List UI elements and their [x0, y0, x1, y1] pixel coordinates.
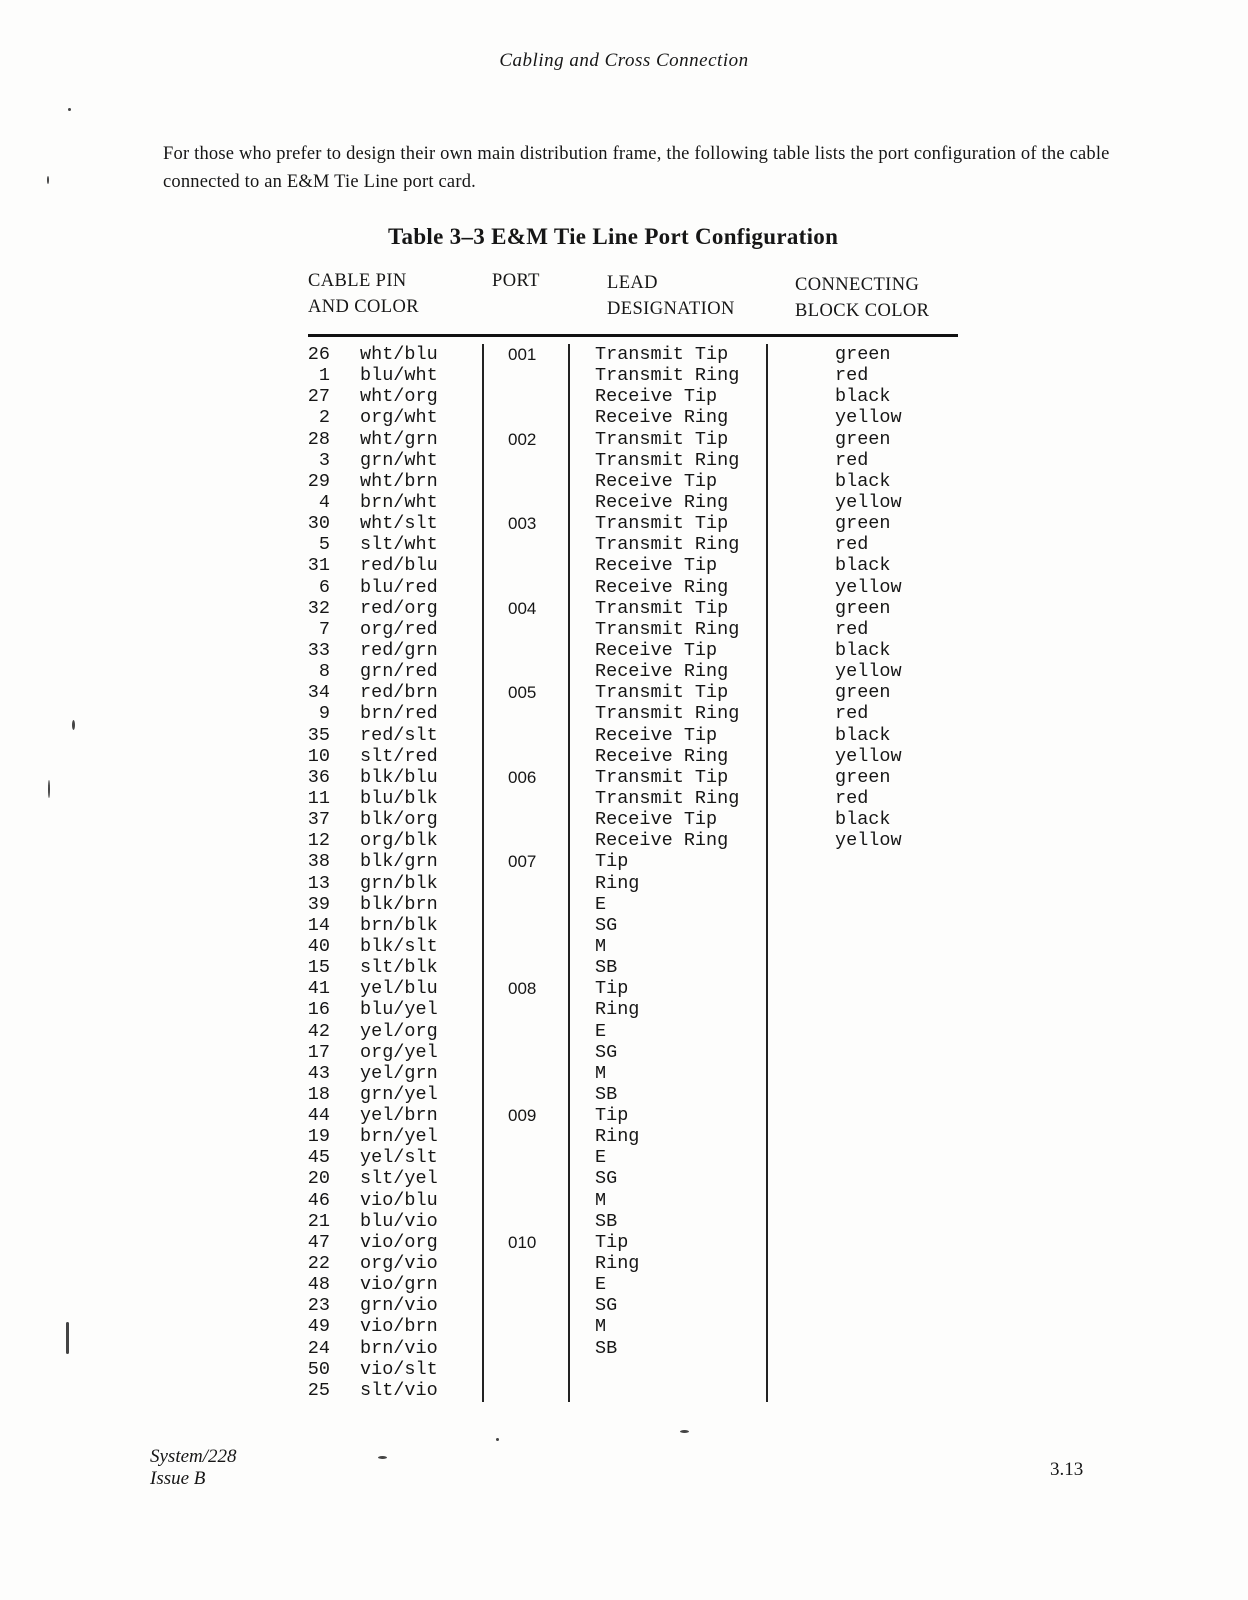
scan-speck	[47, 176, 49, 184]
table-row	[290, 1232, 970, 1253]
pin-color: wht/brn	[360, 470, 438, 492]
lead-designation: Transmit Ring	[595, 365, 740, 387]
table-row	[290, 534, 970, 555]
pin-color: blu/vio	[360, 1210, 438, 1232]
pin-color: org/blk	[360, 830, 438, 852]
cable-pin: 48	[307, 1274, 330, 1296]
table-row	[290, 1190, 970, 1211]
cable-pin: 21	[307, 1210, 330, 1232]
pin-color: wht/grn	[360, 428, 438, 450]
lead-designation: Receive Tip	[595, 724, 718, 746]
cable-pin: 37	[307, 809, 330, 831]
cable-pin: 16	[307, 999, 330, 1021]
lead-designation: Tip	[595, 1105, 629, 1127]
cable-pin: 25	[307, 1379, 330, 1401]
lead-designation: SB	[595, 1210, 618, 1232]
pin-color: yel/grn	[360, 1062, 438, 1084]
table-row	[290, 344, 970, 365]
lead-designation: M	[595, 1189, 607, 1211]
lead-designation: Transmit Ring	[595, 449, 740, 471]
connecting-block-color: green	[835, 597, 891, 619]
table-row	[290, 513, 970, 534]
cable-pin: 5	[318, 534, 330, 556]
cable-pin: 18	[307, 1083, 330, 1105]
cable-pin: 2	[318, 407, 330, 429]
pin-color: red/org	[360, 597, 438, 619]
lead-designation: SB	[595, 1083, 618, 1105]
lead-designation: Receive Tip	[595, 809, 718, 831]
lead-designation: Ring	[595, 872, 640, 894]
table-row	[290, 1042, 970, 1063]
table-row	[290, 386, 970, 407]
connecting-block-color: red	[835, 703, 869, 725]
lead-designation: Transmit Ring	[595, 534, 740, 556]
table-row	[290, 682, 970, 703]
cable-pin: 11	[307, 787, 330, 809]
pin-color: grn/yel	[360, 1083, 438, 1105]
cable-pin: 29	[307, 470, 330, 492]
connecting-block-color: red	[835, 534, 869, 556]
pin-color: grn/blk	[360, 872, 438, 894]
cable-pin: 19	[307, 1126, 330, 1148]
connecting-block-color: yellow	[835, 407, 902, 429]
lead-designation: M	[595, 1316, 607, 1338]
table-row	[290, 450, 970, 471]
connecting-block-color: yellow	[835, 745, 902, 767]
lead-designation: Transmit Tip	[595, 597, 729, 619]
cable-pin: 24	[307, 1337, 330, 1359]
lead-designation: SG	[595, 1168, 618, 1190]
port-number: 004	[508, 598, 537, 618]
port-number: 003	[508, 514, 537, 534]
lead-designation: Transmit Ring	[595, 787, 740, 809]
issue-label: Issue B	[150, 1468, 206, 1489]
lead-designation: Transmit Tip	[595, 428, 729, 450]
table-row	[290, 915, 970, 936]
scan-speck	[496, 1438, 499, 1441]
cable-pin: 23	[307, 1295, 330, 1317]
pin-color: brn/wht	[360, 491, 438, 513]
table-row	[290, 429, 970, 450]
table-row	[290, 1338, 970, 1359]
lead-designation: Ring	[595, 1253, 640, 1275]
pin-color: wht/blu	[360, 344, 438, 365]
lead-designation: Tip	[595, 978, 629, 1000]
table-row	[290, 999, 970, 1020]
connecting-block-color: black	[835, 724, 891, 746]
lead-designation: SG	[595, 1041, 618, 1063]
connecting-block-color: green	[835, 513, 891, 535]
table-row	[290, 873, 970, 894]
lead-designation: Receive Tip	[595, 470, 718, 492]
table-row	[290, 1359, 970, 1380]
connecting-block-color: black	[835, 386, 891, 408]
port-number: 008	[508, 979, 537, 999]
pin-color: vio/slt	[360, 1358, 438, 1380]
table-row	[290, 978, 970, 999]
lead-designation: E	[595, 1020, 607, 1042]
connecting-block-color: black	[835, 809, 891, 831]
cable-pin: 40	[307, 935, 330, 957]
pin-color: yel/blu	[360, 978, 438, 1000]
pin-color: vio/grn	[360, 1274, 438, 1296]
pin-color: brn/vio	[360, 1337, 438, 1359]
lead-designation: SG	[595, 1295, 618, 1317]
cable-pin: 31	[307, 555, 330, 577]
running-header: Cabling and Cross Connection	[499, 50, 749, 71]
pin-color: org/vio	[360, 1253, 438, 1275]
system-name: System/228	[150, 1446, 237, 1467]
header-port: PORT	[492, 271, 540, 291]
lead-designation: M	[595, 1062, 607, 1084]
pin-color: red/brn	[360, 682, 438, 704]
lead-designation: Transmit Tip	[595, 682, 729, 704]
scan-speck	[680, 1430, 689, 1433]
lead-designation: Tip	[595, 1231, 629, 1253]
table-row	[290, 1380, 970, 1401]
connecting-block-color: red	[835, 365, 869, 387]
scan-speck	[66, 1322, 69, 1354]
pin-color: blu/blk	[360, 787, 438, 809]
header-cable-pin: CABLE PIN AND COLOR	[308, 271, 420, 317]
lead-designation: Transmit Tip	[595, 513, 729, 535]
pin-color: blk/blu	[360, 766, 438, 788]
pin-color: slt/yel	[360, 1168, 438, 1190]
table-row	[290, 788, 970, 809]
table-row	[290, 1211, 970, 1232]
pin-color: vio/blu	[360, 1189, 438, 1211]
table-row	[290, 577, 970, 598]
table-row	[290, 746, 970, 767]
cable-pin: 35	[307, 724, 330, 746]
pin-color: slt/vio	[360, 1379, 438, 1401]
pin-color: org/yel	[360, 1041, 438, 1063]
lead-designation: Receive Tip	[595, 555, 718, 577]
cable-pin: 43	[307, 1062, 330, 1084]
pin-color: blu/red	[360, 576, 438, 598]
pin-color: vio/org	[360, 1231, 438, 1253]
connecting-block-color: green	[835, 766, 891, 788]
pin-color: yel/org	[360, 1020, 438, 1042]
table-row	[290, 1168, 970, 1189]
table-row	[290, 598, 970, 619]
scan-speck	[378, 1456, 387, 1459]
pin-color: org/red	[360, 618, 438, 640]
lead-designation: SB	[595, 957, 618, 979]
pin-color: org/wht	[360, 407, 438, 429]
connecting-block-color: green	[835, 682, 891, 704]
lead-designation: Receive Ring	[595, 407, 729, 429]
port-number: 007	[508, 852, 537, 872]
header-lead-designation: LEAD DESIGNATION	[607, 273, 735, 319]
table-row	[290, 1084, 970, 1105]
footer-system-info	[150, 1446, 237, 1490]
table-row	[290, 1063, 970, 1084]
cable-pin: 20	[307, 1168, 330, 1190]
lead-designation: SB	[595, 1337, 618, 1359]
cable-pin: 14	[307, 914, 330, 936]
cable-pin: 1	[318, 365, 330, 387]
lead-designation: E	[595, 893, 607, 915]
connecting-block-color: red	[835, 787, 869, 809]
lead-designation: E	[595, 1147, 607, 1169]
connecting-block-color: black	[835, 555, 891, 577]
pin-color: slt/red	[360, 745, 438, 767]
lead-designation: Receive Tip	[595, 639, 718, 661]
lead-designation: SG	[595, 914, 618, 936]
cable-pin: 32	[307, 597, 330, 619]
scan-speck	[68, 108, 71, 111]
lead-designation: Transmit Tip	[595, 344, 729, 365]
lead-designation: Tip	[595, 851, 629, 873]
cable-pin: 4	[318, 491, 330, 513]
pin-color: red/slt	[360, 724, 438, 746]
cable-pin: 10	[307, 745, 330, 767]
connecting-block-color: red	[835, 618, 869, 640]
cable-pin: 41	[307, 978, 330, 1000]
connecting-block-color: black	[835, 639, 891, 661]
table-row	[290, 1274, 970, 1295]
pin-color: yel/brn	[360, 1105, 438, 1127]
pin-color: brn/red	[360, 703, 438, 725]
lead-designation: Receive Tip	[595, 386, 718, 408]
pin-color: wht/slt	[360, 513, 438, 535]
cable-pin: 9	[318, 703, 330, 725]
port-number: 001	[508, 345, 537, 364]
cable-pin: 6	[318, 576, 330, 598]
cable-pin: 28	[307, 428, 330, 450]
lead-designation: Receive Ring	[595, 745, 729, 767]
cable-pin: 22	[307, 1253, 330, 1275]
cable-pin: 42	[307, 1020, 330, 1042]
scan-speck	[48, 780, 50, 798]
port-configuration-table	[290, 344, 970, 1404]
lead-designation: M	[595, 935, 607, 957]
connecting-block-color: yellow	[835, 491, 902, 513]
cable-pin: 30	[307, 513, 330, 535]
table-row	[290, 640, 970, 661]
lead-designation: Transmit Ring	[595, 703, 740, 725]
pin-color: blk/grn	[360, 851, 438, 873]
pin-color: slt/wht	[360, 534, 438, 556]
pin-color: blu/wht	[360, 365, 438, 387]
cable-pin: 26	[307, 344, 330, 365]
table-row	[290, 1021, 970, 1042]
table-row	[290, 492, 970, 513]
cable-pin: 46	[307, 1189, 330, 1211]
table-row	[290, 365, 970, 386]
cable-pin: 36	[307, 766, 330, 788]
cable-pin: 12	[307, 830, 330, 852]
table-row	[290, 1126, 970, 1147]
port-number: 002	[508, 429, 537, 449]
table-row	[290, 661, 970, 682]
pin-color: yel/slt	[360, 1147, 438, 1169]
pin-color: blk/slt	[360, 935, 438, 957]
lead-designation: Ring	[595, 1126, 640, 1148]
lead-designation: Receive Ring	[595, 576, 729, 598]
page-number: 3.13	[1050, 1459, 1084, 1480]
pin-color: red/grn	[360, 639, 438, 661]
lead-designation: E	[595, 1274, 607, 1296]
header-rule	[308, 334, 958, 337]
pin-color: wht/org	[360, 386, 438, 408]
cable-pin: 34	[307, 682, 330, 704]
table-row	[290, 619, 970, 640]
port-number: 010	[508, 1232, 537, 1252]
table-row	[290, 957, 970, 978]
cable-pin: 39	[307, 893, 330, 915]
table-row	[290, 851, 970, 872]
cable-pin: 38	[307, 851, 330, 873]
connecting-block-color: yellow	[835, 576, 902, 598]
connecting-block-color: black	[835, 470, 891, 492]
table-row	[290, 809, 970, 830]
table-row	[290, 894, 970, 915]
port-number: 005	[508, 683, 537, 703]
cable-pin: 17	[307, 1041, 330, 1063]
header-connecting-block-color: CONNECTING BLOCK COLOR	[795, 275, 930, 321]
table-caption: Table 3–3 E&M Tie Line Port Configuration	[388, 224, 839, 249]
cable-pin: 45	[307, 1147, 330, 1169]
table-row	[290, 830, 970, 851]
pin-color: grn/red	[360, 661, 438, 683]
connecting-block-color: green	[835, 428, 891, 450]
connecting-block-color: yellow	[835, 661, 902, 683]
pin-color: blk/brn	[360, 893, 438, 915]
port-number: 009	[508, 1106, 537, 1126]
cable-pin: 44	[307, 1105, 330, 1127]
connecting-block-color: yellow	[835, 830, 902, 852]
intro-paragraph: For those who prefer to design their own main distribution frame, the following table lists the port configuration of the cable connected to an E&M Tie Line port card.	[163, 144, 1110, 192]
table-row	[290, 767, 970, 788]
pin-color: slt/blk	[360, 957, 438, 979]
table-row	[290, 471, 970, 492]
pin-color: blu/yel	[360, 999, 438, 1021]
table-row	[290, 1316, 970, 1337]
lead-designation: Receive Ring	[595, 491, 729, 513]
cable-pin: 7	[318, 618, 330, 640]
table-row	[290, 407, 970, 428]
pin-color: brn/yel	[360, 1126, 438, 1148]
pin-color: grn/wht	[360, 449, 438, 471]
table-row	[290, 703, 970, 724]
cable-pin: 3	[318, 449, 330, 471]
pin-color: blk/org	[360, 809, 438, 831]
scan-speck	[72, 720, 75, 730]
table-row	[290, 555, 970, 576]
table-row	[290, 1105, 970, 1126]
lead-designation: Transmit Ring	[595, 618, 740, 640]
table-row	[290, 1253, 970, 1274]
lead-designation: Ring	[595, 999, 640, 1021]
cable-pin: 50	[307, 1358, 330, 1380]
pin-color: vio/brn	[360, 1316, 438, 1338]
pin-color: grn/vio	[360, 1295, 438, 1317]
cable-pin: 27	[307, 386, 330, 408]
table-row	[290, 1295, 970, 1316]
cable-pin: 33	[307, 639, 330, 661]
cable-pin: 13	[307, 872, 330, 894]
connecting-block-color: red	[835, 449, 869, 471]
cable-pin: 49	[307, 1316, 330, 1338]
lead-designation: Receive Ring	[595, 830, 729, 852]
lead-designation: Transmit Tip	[595, 766, 729, 788]
pin-color: red/blu	[360, 555, 438, 577]
port-number: 006	[508, 767, 537, 787]
table-row	[290, 725, 970, 746]
table-row	[290, 1147, 970, 1168]
pin-color: brn/blk	[360, 914, 438, 936]
table-row	[290, 936, 970, 957]
connecting-block-color: green	[835, 344, 891, 365]
cable-pin: 8	[318, 661, 330, 683]
cable-pin: 47	[307, 1231, 330, 1253]
lead-designation: Receive Ring	[595, 661, 729, 683]
cable-pin: 15	[307, 957, 330, 979]
